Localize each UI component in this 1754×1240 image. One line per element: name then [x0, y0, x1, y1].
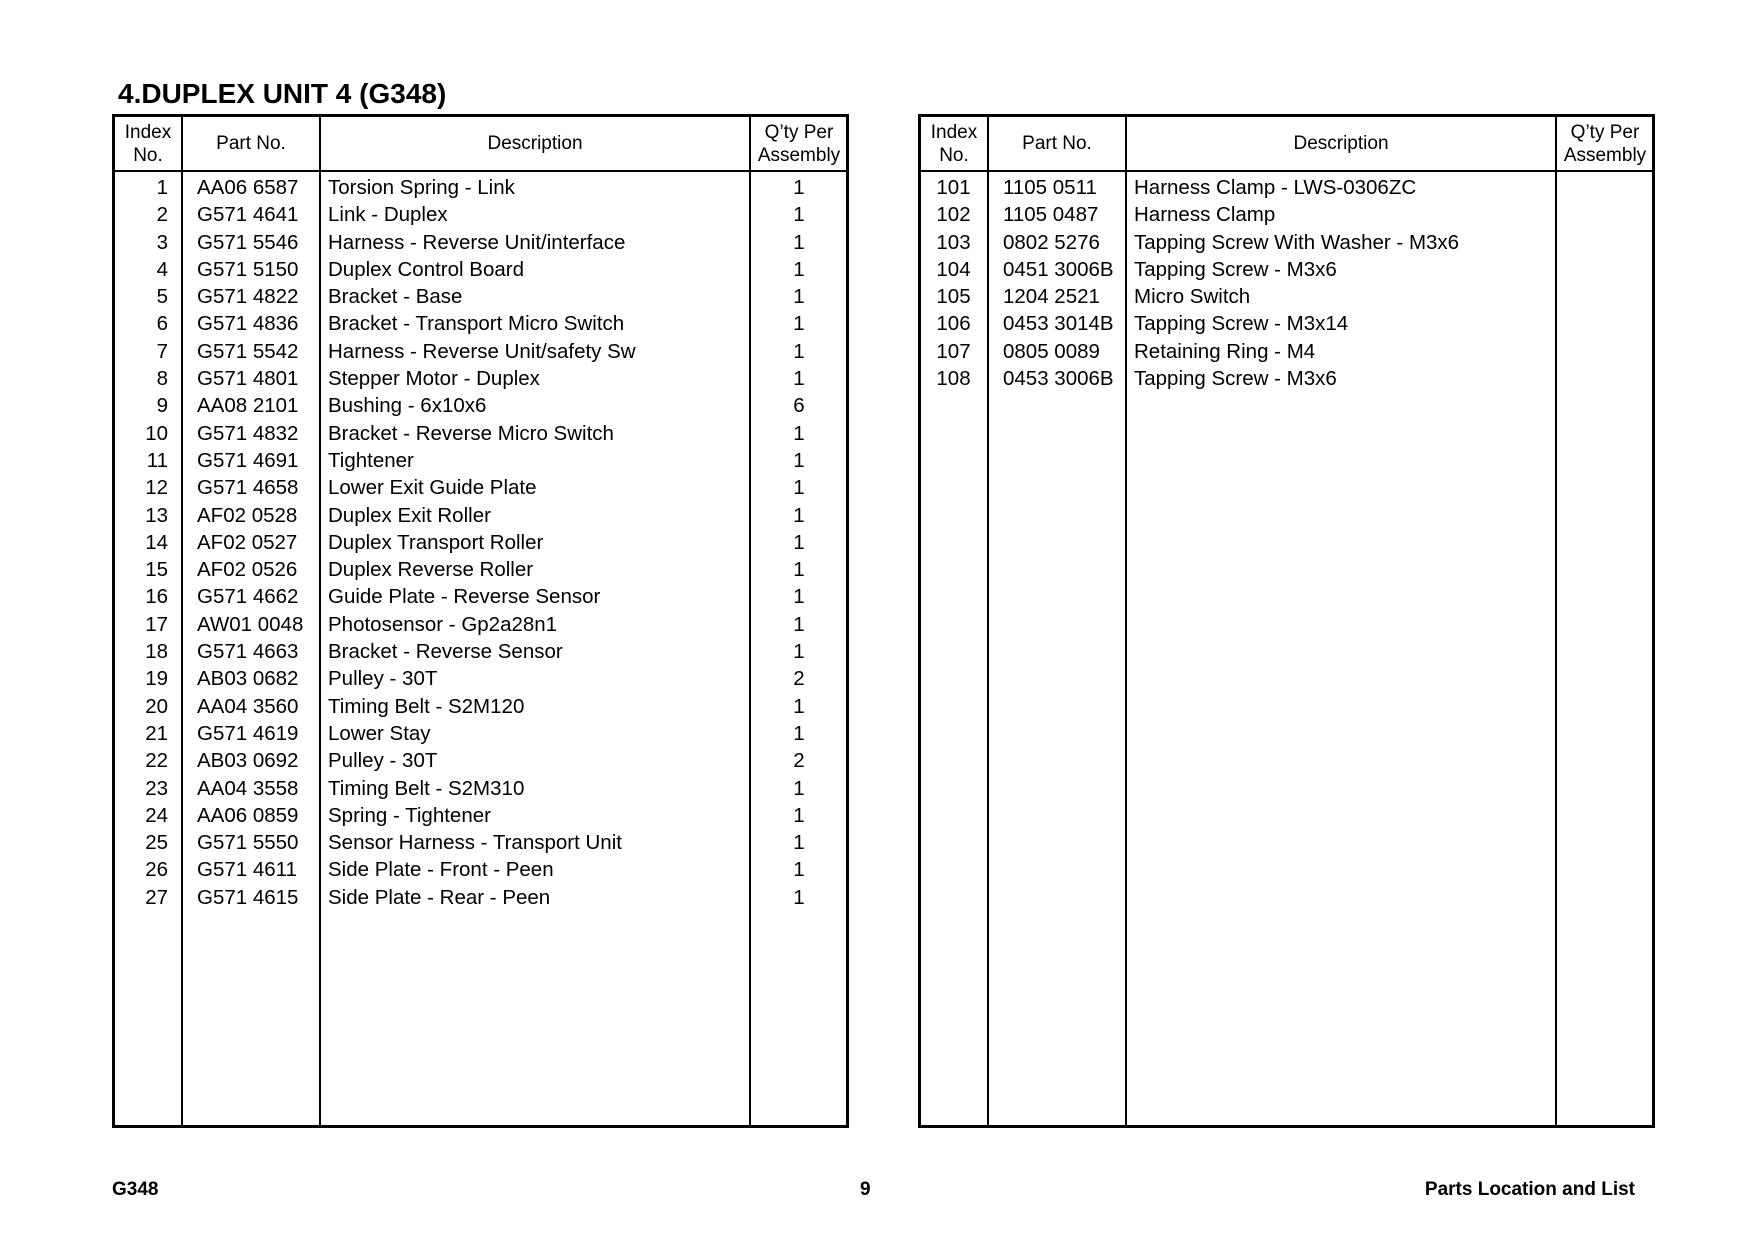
index-cell: 13	[145, 503, 168, 527]
table-row	[115, 365, 846, 392]
qty-cell: 2	[793, 749, 805, 773]
part-no-cell: G571 4658	[197, 476, 299, 500]
table-row	[115, 829, 846, 856]
qty-cell: 1	[793, 176, 805, 199]
description-cell: Duplex Control Board	[328, 257, 524, 281]
qty-cell: 1	[793, 585, 805, 609]
description-cell: Lower Exit Guide Plate	[328, 476, 537, 500]
part-no-cell: 1105 0511	[1003, 176, 1097, 199]
qty-cell: 1	[793, 421, 805, 445]
table-row	[115, 802, 846, 829]
index-cell: 16	[145, 585, 168, 609]
part-no-cell: 0805 0089	[1003, 339, 1100, 363]
table-row	[115, 747, 846, 774]
description-cell: Side Plate - Front - Peen	[328, 858, 554, 882]
index-cell: 107	[936, 339, 971, 363]
index-cell: 22	[145, 749, 168, 773]
header-part-no: Part No.	[216, 133, 286, 154]
qty-cell	[1557, 365, 1653, 392]
index-cell: 1	[156, 176, 168, 199]
qty-cell	[1557, 201, 1653, 228]
qty-cell: 1	[793, 448, 805, 472]
header-description: Description	[1293, 133, 1389, 154]
table-row	[115, 856, 846, 883]
index-cell: 24	[145, 803, 168, 827]
index-cell: 103	[936, 230, 971, 254]
table-row	[115, 229, 846, 256]
part-no-cell: G571 5550	[197, 831, 299, 855]
table-row	[115, 392, 846, 419]
table-row	[115, 720, 846, 747]
header-description: Description	[487, 133, 583, 154]
table-row	[115, 665, 846, 692]
qty-cell: 1	[793, 257, 805, 281]
index-cell: 9	[156, 394, 168, 418]
table-row	[115, 201, 846, 228]
table-row	[921, 256, 1652, 283]
qty-cell: 1	[793, 230, 805, 254]
part-no-cell: G571 4615	[197, 885, 299, 909]
part-no-cell: AF02 0526	[197, 558, 298, 582]
header-index: Index No.	[124, 121, 172, 166]
table-row	[921, 365, 1652, 392]
table-row	[115, 474, 846, 501]
part-no-cell: AA04 3560	[197, 694, 299, 718]
header-index: Index No.	[930, 121, 978, 166]
description-cell: Guide Plate - Reverse Sensor	[328, 585, 601, 609]
table-row	[115, 884, 846, 911]
part-no-cell: G571 4691	[197, 448, 299, 472]
qty-cell: 1	[793, 803, 805, 827]
parts-table-left	[112, 114, 849, 1128]
part-no-cell: AF02 0528	[197, 503, 298, 527]
qty-cell: 1	[793, 721, 805, 745]
qty-cell: 1	[793, 339, 805, 363]
part-no-cell: G571 5542	[197, 339, 299, 363]
index-cell: 25	[145, 831, 168, 855]
description-cell: Micro Switch	[1134, 285, 1251, 309]
qty-cell: 1	[793, 503, 805, 527]
index-cell: 3	[156, 230, 168, 254]
footer-page-number: 9	[860, 1179, 871, 1200]
index-cell: 6	[156, 312, 168, 336]
index-cell: 26	[145, 858, 168, 882]
index-cell: 101	[936, 176, 971, 199]
part-no-cell: 0453 3014B	[1003, 312, 1114, 336]
description-cell: Tapping Screw - M3x6	[1134, 367, 1337, 391]
description-cell: Torsion Spring - Link	[328, 176, 515, 199]
table-row	[115, 775, 846, 802]
index-cell: 7	[156, 339, 168, 363]
description-cell: Harness Clamp - LWS-0306ZC	[1134, 176, 1417, 199]
table-body-left	[115, 174, 846, 911]
table-row	[921, 229, 1652, 256]
description-cell: Bushing - 6x10x6	[328, 394, 487, 418]
part-no-cell: AA04 3558	[197, 776, 299, 800]
footer-section: Parts Location and List	[1424, 1179, 1635, 1200]
part-no-cell: AA08 2101	[197, 394, 299, 418]
part-no-cell: G571 4611	[197, 858, 297, 882]
qty-cell: 6	[793, 394, 805, 418]
qty-cell: 1	[793, 476, 805, 500]
index-cell: 4	[156, 257, 168, 281]
qty-cell: 1	[793, 776, 805, 800]
part-no-cell: 0802 5276	[1003, 230, 1100, 254]
table-row	[921, 174, 1652, 201]
header-part-no: Part No.	[1022, 133, 1092, 154]
part-no-cell: AB03 0682	[197, 667, 299, 691]
description-cell: Bracket - Reverse Sensor	[328, 640, 563, 664]
description-cell: Pulley - 30T	[328, 667, 438, 691]
index-cell: 12	[145, 476, 168, 500]
qty-cell: 1	[793, 203, 805, 227]
table-row	[115, 583, 846, 610]
qty-cell: 1	[793, 285, 805, 309]
index-cell: 19	[145, 667, 168, 691]
description-cell: Side Plate - Rear - Peen	[328, 885, 551, 909]
qty-cell	[1557, 256, 1653, 283]
part-no-cell: 1105 0487	[1003, 203, 1099, 227]
description-cell: Tapping Screw With Washer - M3x6	[1134, 230, 1460, 254]
part-no-cell: AB03 0692	[197, 749, 299, 773]
table-row	[115, 529, 846, 556]
parts-table-right	[918, 114, 1655, 1128]
table-row	[921, 201, 1652, 228]
qty-cell: 1	[793, 831, 805, 855]
description-cell: Tapping Screw - M3x14	[1134, 312, 1349, 336]
table-row	[115, 556, 846, 583]
qty-cell: 1	[793, 367, 805, 391]
part-no-cell: AA06 6587	[197, 176, 299, 199]
header-divider	[115, 170, 846, 172]
qty-cell: 1	[793, 858, 805, 882]
description-cell: Bracket - Transport Micro Switch	[328, 312, 625, 336]
part-no-cell: G571 4619	[197, 721, 299, 745]
page-title: 4.DUPLEX UNIT 4 (G348)	[118, 78, 447, 109]
description-cell: Pulley - 30T	[328, 749, 438, 773]
table-body-right	[921, 174, 1652, 392]
table-row	[115, 611, 846, 638]
description-cell: Spring - Tightener	[328, 803, 491, 827]
qty-cell	[1557, 229, 1653, 256]
index-cell: 106	[936, 312, 971, 336]
qty-cell	[1557, 310, 1653, 337]
table-row	[921, 338, 1652, 365]
table-row	[115, 174, 846, 201]
description-cell: Photosensor - Gp2a28n1	[328, 612, 558, 636]
description-cell: Bracket - Base	[328, 285, 463, 309]
table-row	[115, 283, 846, 310]
index-cell: 18	[145, 640, 168, 664]
qty-cell	[1557, 338, 1653, 365]
part-no-cell: 0453 3006B	[1003, 367, 1114, 391]
part-no-cell: G571 5546	[197, 230, 299, 254]
index-cell: 11	[146, 448, 168, 472]
description-cell: Duplex Exit Roller	[328, 503, 491, 527]
part-no-cell: G571 4641	[197, 203, 299, 227]
index-cell: 23	[145, 776, 168, 800]
description-cell: Duplex Reverse Roller	[328, 558, 534, 582]
description-cell: Harness - Reverse Unit/interface	[328, 230, 626, 254]
part-no-cell: G571 4801	[197, 367, 299, 391]
table-row	[921, 283, 1652, 310]
qty-cell: 1	[793, 612, 805, 636]
index-cell: 105	[936, 285, 971, 309]
qty-cell: 1	[793, 640, 805, 664]
index-cell: 20	[145, 694, 168, 718]
description-cell: Stepper Motor - Duplex	[328, 367, 540, 391]
part-no-cell: G571 4662	[197, 585, 299, 609]
description-cell: Tapping Screw - M3x6	[1134, 257, 1337, 281]
description-cell: Timing Belt - S2M310	[328, 776, 525, 800]
header-qty: Q’ty Per Assembly	[1563, 121, 1647, 166]
footer-model: G348	[112, 1179, 159, 1200]
qty-cell: 2	[793, 667, 805, 691]
part-no-cell: G571 4832	[197, 421, 299, 445]
qty-cell: 1	[793, 558, 805, 582]
table-row	[115, 447, 846, 474]
index-cell: 21	[145, 721, 168, 745]
description-cell: Harness - Reverse Unit/safety Sw	[328, 339, 636, 363]
index-cell: 8	[156, 367, 168, 391]
table-row	[115, 693, 846, 720]
qty-cell	[1557, 174, 1653, 201]
index-cell: 10	[145, 421, 168, 445]
index-cell: 2	[156, 203, 168, 227]
qty-cell: 1	[793, 312, 805, 336]
description-cell: Lower Stay	[328, 721, 431, 745]
description-cell: Timing Belt - S2M120	[328, 694, 525, 718]
description-cell: Tightener	[328, 448, 414, 472]
part-no-cell: G571 5150	[197, 257, 299, 281]
index-cell: 14	[145, 530, 168, 554]
qty-cell: 1	[793, 885, 805, 909]
index-cell: 108	[936, 367, 971, 391]
qty-cell	[1557, 283, 1653, 310]
table-row	[921, 310, 1652, 337]
part-no-cell: 1204 2521	[1003, 285, 1100, 309]
description-cell: Sensor Harness - Transport Unit	[328, 831, 622, 855]
index-cell: 27	[145, 885, 168, 909]
header-qty: Q’ty Per Assembly	[757, 121, 841, 166]
description-cell: Duplex Transport Roller	[328, 530, 544, 554]
description-cell: Bracket - Reverse Micro Switch	[328, 421, 614, 445]
part-no-cell: G571 4836	[197, 312, 299, 336]
qty-cell: 1	[793, 530, 805, 554]
part-no-cell: G571 4822	[197, 285, 299, 309]
part-no-cell: AF02 0527	[197, 530, 298, 554]
header-divider	[921, 170, 1652, 172]
index-cell: 102	[936, 203, 971, 227]
table-row	[115, 502, 846, 529]
index-cell: 104	[936, 257, 971, 281]
table-row	[115, 338, 846, 365]
description-cell: Retaining Ring - M4	[1134, 339, 1316, 363]
qty-cell: 1	[793, 694, 805, 718]
index-cell: 15	[145, 558, 168, 582]
table-row	[115, 420, 846, 447]
part-no-cell: AA06 0859	[197, 803, 299, 827]
description-cell: Harness Clamp	[1134, 203, 1276, 227]
index-cell: 17	[145, 612, 168, 636]
index-cell: 5	[156, 285, 168, 309]
table-row	[115, 638, 846, 665]
part-no-cell: G571 4663	[197, 640, 299, 664]
description-cell: Link - Duplex	[328, 203, 448, 227]
part-no-cell: 0451 3006B	[1003, 257, 1114, 281]
table-row	[115, 256, 846, 283]
part-no-cell: AW01 0048	[197, 612, 304, 636]
table-row	[115, 310, 846, 337]
